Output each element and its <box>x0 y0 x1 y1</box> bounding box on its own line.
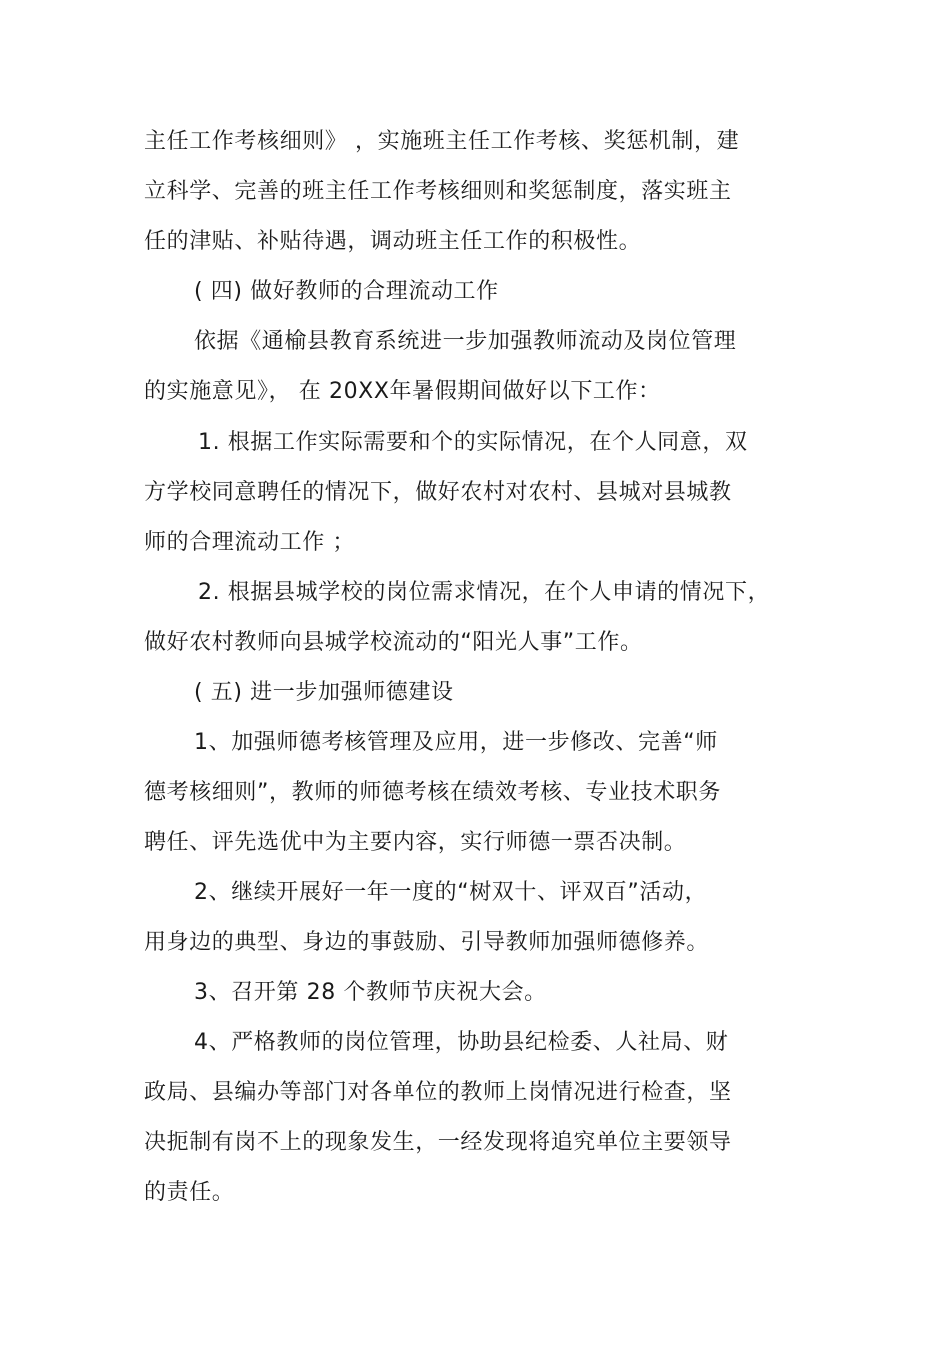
text-line-9: 师的合理流动工作 ； <box>144 530 355 555</box>
text-line-20: 政局、县编办等部门对各单位的教师上岗情况进行检查，坚 <box>144 1080 732 1105</box>
text-line-16: 2、继续开展好一年一度的“树双十、评双百”活动， <box>194 880 708 905</box>
text-line-15: 聘任、评先选优中为主要内容，实行师德一票否决制。 <box>144 830 687 855</box>
text-line-21: 决扼制有岗不上的现象发生，一经发现将追究单位主要领导 <box>144 1130 732 1155</box>
text-line-18: 3、召开第 28 个教师节庆祝大会。 <box>194 980 547 1005</box>
text-line-11: 做好农村教师向县城学校流动的“阳光人事”工作。 <box>144 630 643 655</box>
text-line-6: 的实施意见》， 在 20XX年暑假期间做好以下工作： <box>144 379 661 404</box>
text-line-3: 任的津贴、补贴待遇，调动班主任工作的积极性。 <box>144 229 642 254</box>
section-heading-4: ( 四) 做好教师的合理流动工作 <box>194 279 499 304</box>
text-line-13: 1、加强师德考核管理及应用，进一步修改、完善“师 <box>194 730 718 755</box>
text-line-1: 主任工作考核细则》 ，实施班主任工作考核、奖惩机制，建 <box>144 129 740 154</box>
text-line-7: 1. 根据工作实际需要和个的实际情况，在个人同意，双 <box>198 430 748 455</box>
text-line-10: 2. 根据县城学校的岗位需求情况，在个人申请的情况下， <box>198 580 771 605</box>
text-line-2: 立科学、完善的班主任工作考核细则和奖惩制度，落实班主 <box>144 179 732 204</box>
text-line-17: 用身边的典型、身边的事鼓励、引导教师加强师德修养。 <box>144 930 710 955</box>
section-heading-5: ( 五) 进一步加强师德建设 <box>194 680 454 705</box>
text-line-14: 德考核细则”，教师的师德考核在绩效考核、专业技术职务 <box>144 780 721 805</box>
text-line-8: 方学校同意聘任的情况下，做好农村对农村、县城对县城教 <box>144 480 732 505</box>
text-line-5: 依据《通榆县教育系统进一步加强教师流动及岗位管理 <box>194 329 737 354</box>
text-line-22: 的责任。 <box>144 1180 235 1205</box>
text-line-19: 4、严格教师的岗位管理，协助县纪检委、人社局、财 <box>194 1030 729 1055</box>
